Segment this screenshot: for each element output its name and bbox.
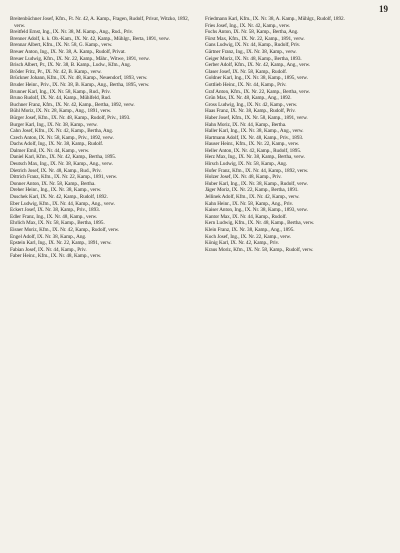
directory-entry: Brückner Johann, Kfm., IX. Nr. 48, Kamp., Neuendorf, 1893, verw. — [10, 75, 148, 82]
directory-entry: Hauser Heinr., Kfm., IX. Nr. 22, Kamp., verw. — [205, 141, 300, 148]
directory-entry: Goldner Karl, Ing., IX. Nr. 38, Kamp., 1895, verw. — [205, 75, 308, 82]
directory-entry: Buchner Franz, Kfm., IX. Nr. 42, Kamp., Bertha, 1892, verw. — [10, 101, 135, 108]
directory-entry: Jäger Moriz, IX. Nr. 22, Kamp., Bertha, 1891. — [205, 187, 299, 194]
directory-entry: Faber Heinr., Kfm., IX. Nr. 48, Kamp., verw. — [10, 253, 102, 260]
directory-entry: Czech Anton, IX. Nr. 58, Kamp., Priv., 1892, verw. — [10, 134, 114, 141]
directory-entry: Gross Ludwig, Ing., IX. Nr. 42, Kamp., verw. — [205, 101, 298, 108]
directory-entry: Bruder Heinr., Priv., IX. Nr. 38, B. Kamp., Ang., Bertha, 1895, verw. — [10, 81, 150, 88]
page-number: 19 — [379, 4, 388, 14]
directory-entry: Epstein Karl, Ing., IX. Nr. 22, Kamp., 1891, verw. — [10, 240, 112, 247]
directory-entry: Glaser Josef, IX. Nr. 58, Kamp., Rudolf. — [205, 68, 287, 75]
directory-entry: Klein Franz, IX. Nr. 38, Kamp., Ang., 1895. — [205, 227, 295, 233]
directory-entry: Herz Max, Ing., IX. Nr. 38, Kamp., Bertha, verw. — [205, 154, 305, 161]
left-column — [10, 16, 197, 260]
directory-entry: Gans Ludwig, IX. Nr. 44, Kamp., Rudolf, Priv. — [205, 42, 301, 49]
directory-entry: Donner Anton, IX. Nr. 58, Kamp., Bertha. — [10, 180, 96, 187]
directory-entry: Kraus Moriz, Kfm., IX. Nr. 58, Kamp., Rudolf, verw. — [205, 246, 314, 253]
directory-entry: Hofer Franz, Kfm., IX. Nr. 44, Kamp., 1892, verw. — [205, 167, 309, 174]
directory-entry: Dachs Adolf, Ing., IX. Nr. 38, Kamp., Rudolf. — [10, 141, 104, 148]
directory-entry: Engel Adolf, IX. Nr. 38, Kamp., Ang. — [10, 233, 87, 240]
directory-entry: Cahn Josef, Kfm., IX. Nr. 42, Kamp., Bertha, Ang. — [10, 128, 114, 135]
directory-entry: Haller Karl, Ing., IX. Nr. 38, Kamp., Ang., verw. — [205, 128, 304, 135]
directory-entry: Fürst Max, Kfm., IX. Nr. 22, Kamp., 1891, verw. — [205, 35, 305, 42]
directory-entry: Dalmer Emil, IX. Nr. 44, Kamp., verw. — [10, 147, 90, 154]
directory-entry: Ehrlich Max, IX. Nr. 58, Kamp., Bertha, 1895. — [10, 220, 105, 227]
directory-entry: Haas Franz, IX. Nr. 38, Kamp., Rudolf, Priv. — [205, 108, 296, 115]
directory-entry: Dreher Heinr., Ing., IX. Nr. 38, Kamp., verw. — [10, 187, 102, 194]
directory-entry: Gärtner Franz, Ing., IX. Nr. 38, Kamp., verw. — [205, 48, 297, 55]
directory-entry: Huber Karl, Ing., IX. Nr. 38, Kamp., Rudolf, verw. — [205, 180, 308, 187]
directory-entry: Dittrich Franz, Kfm., IX. Nr. 22, Kamp., 1891, verw. — [10, 174, 118, 181]
directory-entry: Edler Franz, Ing., IX. Nr. 48, Kamp., verw. — [10, 213, 98, 220]
directory-entry: Haber Josef, Kfm., IX. Nr. 58, Kamp., 1891, verw. — [205, 114, 308, 121]
directory-entry: Kantor Max, IX. Nr. 44, Kamp., Rudolf. — [205, 213, 287, 220]
directory-entry: Heller Anton, IX. Nr. 42, Kamp., Rudolf, 1895. — [205, 147, 302, 154]
directory-entry: Burger Karl, Ing., IX. Nr. 38, Kamp., verw. — [10, 121, 98, 128]
directory-entry: Fries Josef, Ing., IX. Nr. 42, Kamp., verw. — [205, 22, 291, 29]
directory-entry: Duschek Karl, IX. Nr. 42, Kamp., Rudolf, 1892. — [10, 194, 108, 201]
directory-entry: Brisch Albert, Pr., IX. Nr. 38, B. Kamp., Ludw., Kfm., Ang. — [10, 62, 131, 69]
directory-entry: Eckert Josef, IX. Nr. 38, Kamp., Priv., 1893. — [10, 207, 100, 214]
directory-entry: Gerber Adolf, Kfm., IX. Nr. 42, Kamp., Ang., verw. — [205, 62, 311, 69]
directory-entry: Bühl Moriz, IX. Nr. 28, Kamp., Ang., 1891, verw. — [10, 108, 112, 115]
directory-entry: Jellinek Adolf, Kfm., IX. Nr. 42, Kamp., verw. — [205, 194, 300, 201]
directory-entry: Geiger Moriz, IX. Nr. 48, Kamp., Bertha, 1893. — [205, 55, 302, 62]
directory-entry: Gottlieb Heinr., IX. Nr. 44, Kamp., Priv. — [205, 81, 287, 88]
directory-entry: Breitfeld Ernst, Ing., IX. Nr. 38, M. Kamp., Ang., Rud., Priv. — [10, 29, 134, 36]
directory-entry: Fuchs Anton, IX. Nr. 58, Kamp., Bertha, Ang. — [205, 29, 299, 36]
right-column — [205, 16, 392, 260]
directory-entry: König Karl, IX. Nr. 42, Kamp., Priv. — [205, 240, 280, 247]
directory-entry: Kaiser Anton, Ing., IX. Nr. 38, Kamp., 1893, verw. — [205, 207, 308, 214]
directory-entry: Hartmann Adolf, IX. Nr. 48, Kamp., Priv., 1893. — [205, 134, 304, 141]
directory-entry: Holzer Josef, IX. Nr. 48, Kamp., Priv. — [205, 174, 282, 181]
directory-entry: Kahn Heinr., IX. Nr. 58, Kamp., Ang., Priv. — [205, 200, 294, 207]
directory-entry: Bröder Fritz, Pr., IX. Nr. 42, B. Kamp., verw. — [10, 68, 102, 75]
directory-entry: Eber Ludwig, Kfm., IX. Nr. 44, Kamp., Ang., verw. — [10, 200, 115, 207]
directory-entry: Bruno Rudolf, IX. Nr. 44, Kamp., Mühlfeld, Rud. — [10, 95, 111, 102]
directory-entry: Bürger Josef, Kfm., IX. Nr. 48, Kamp., Rudolf, Priv., 1893. — [10, 114, 131, 121]
directory-entry: Daniel Karl, Kfm., IX. Nr. 42, Kamp., Bertha, 1895. — [10, 154, 117, 161]
entry-columns — [10, 16, 392, 260]
directory-entry: Hahn Moriz, IX. Nr. 44, Kamp., Bertha. — [205, 121, 287, 128]
directory-entry: Brunner Karl, Ing., IX. Nr. 58, Kamp., Rud., Priv. — [10, 88, 111, 95]
directory-entry: Graf Anton, Kfm., IX. Nr. 22, Kamp., Bertha, verw. — [205, 88, 310, 95]
directory-entry: Deutsch Max, Ing., IX. Nr. 38, Kamp., Ang., verw. — [10, 161, 113, 168]
directory-entry: Eisner Moriz, Kfm., IX. Nr. 42, Kamp., Rudolf, verw. — [10, 227, 120, 233]
directory-entry: Grün Max, IX. Nr. 48, Kamp., Ang., 1892. — [205, 95, 292, 102]
directory-entry: Breuer Ludwig, Kfm., IX. Nr. 22, Kamp., Mähr., Witwe, 1891, verw. — [10, 55, 150, 62]
directory-entry: Brennar Albert, Kfm., IX. Nr. 58, G. Kamp., verw. — [10, 42, 113, 49]
directory-entry: Friedmann Karl, Kfm., IX. Nr. 38, A. Kamp., Mühlgr., Rudolf, 1892. — [205, 16, 345, 22]
directory-entry: Fabian Josef, IX. Nr. 44, Kamp., Priv. — [10, 246, 87, 253]
directory-entry: Kern Ludwig, Kfm., IX. Nr. 48, Kamp., Bertha, verw. — [205, 220, 315, 227]
directory-entry: Breitenbüchner Josef, Kfm., Ft. Nr. 42, A. Kamp., Fragen, Rudolf, Privat, Witzko, 1892, verw. — [10, 16, 189, 29]
directory-entry: Hirsch Ludwig, IX. Nr. 58, Kamp., Ang. — [205, 161, 288, 168]
directory-entry: Dietrich Josef, IX. Nr. 48, Kamp., Rud., Priv. — [10, 167, 102, 174]
directory-entry: Koch Josef, Ing., IX. Nr. 22, Kamp., verw. — [205, 233, 292, 240]
directory-entry: Breuer Anton, Ing., IX. Nr. 38, A. Kamp., Rudolf, Privat. — [10, 48, 126, 55]
directory-entry: Brenner Adolf, k. k. Ob.-Kam., IX. Nr. 42, Kamp., Mühlgr., Berta, 1891, verw. — [10, 35, 170, 42]
